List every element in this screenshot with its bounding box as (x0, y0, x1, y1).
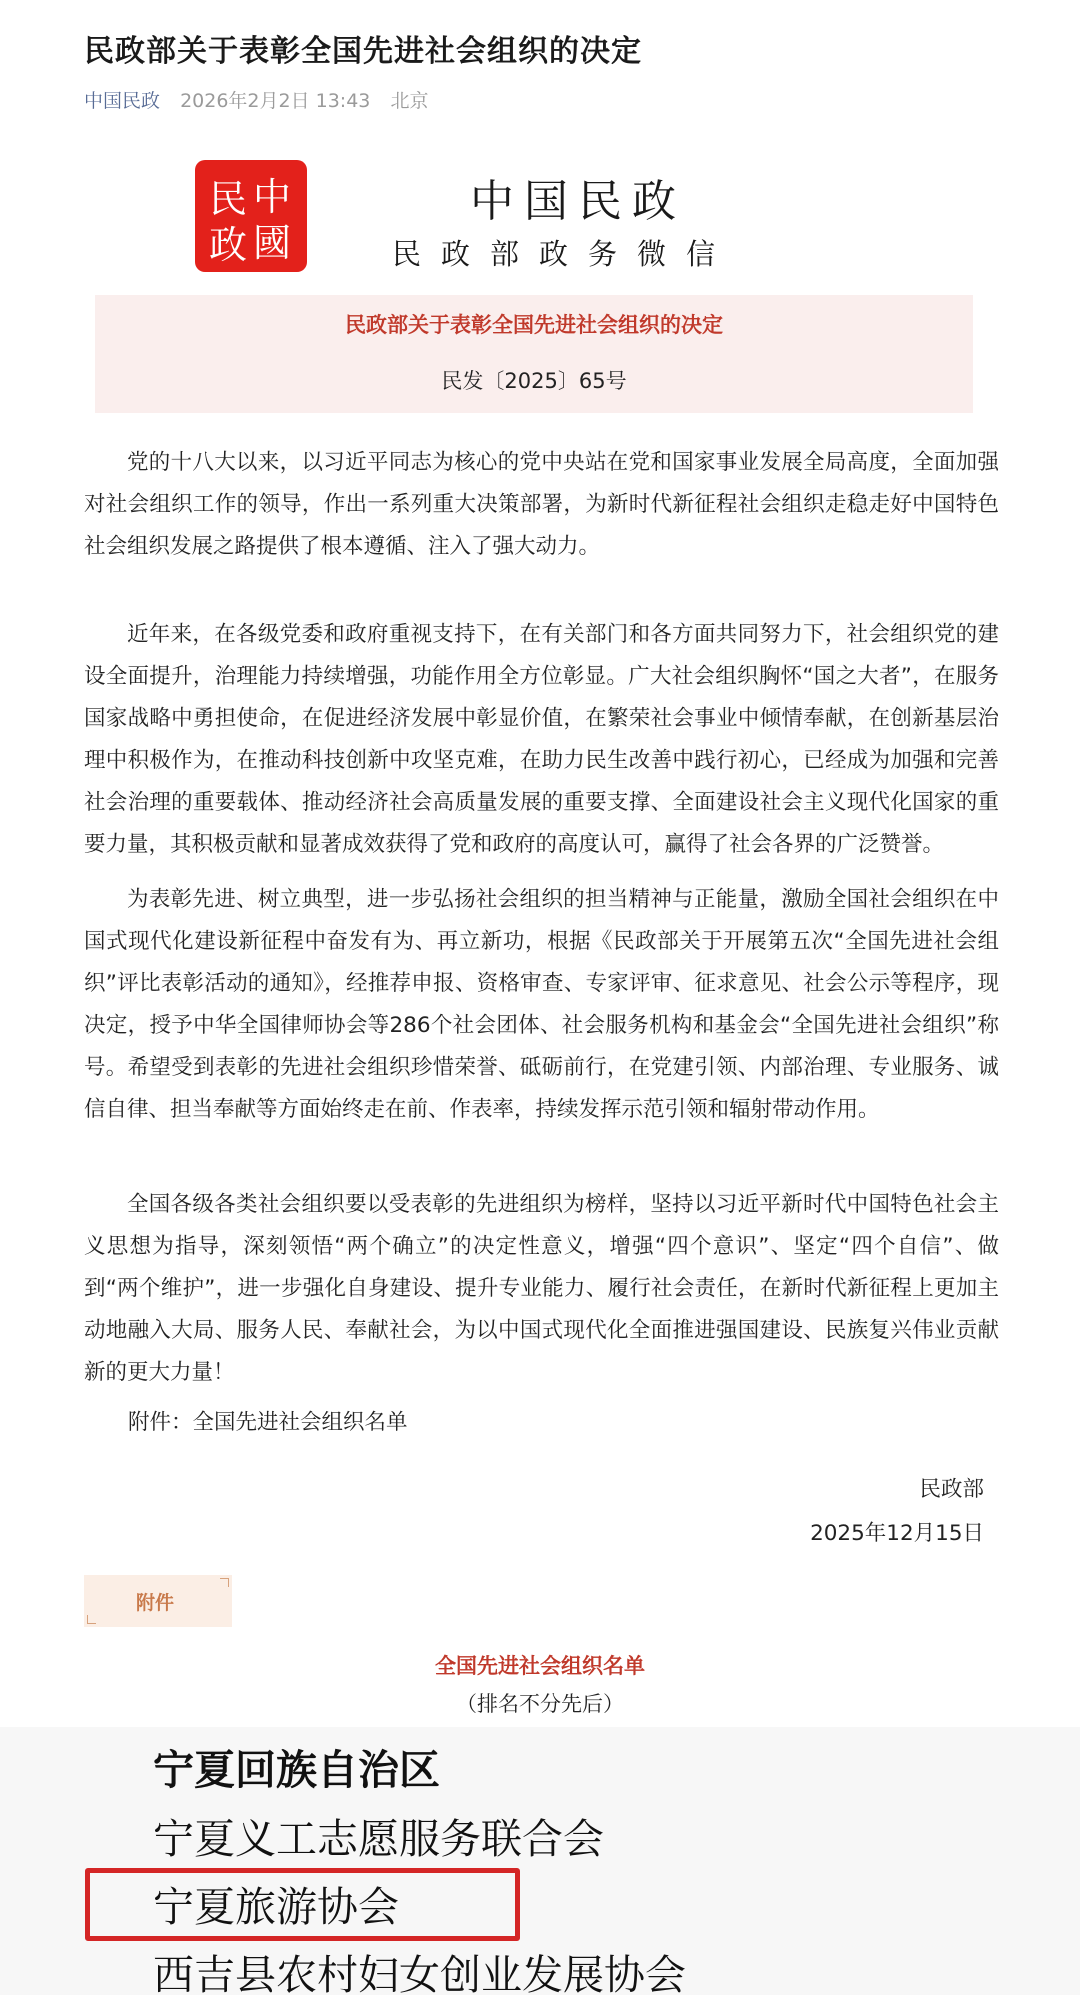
document-number: 民发〔2025〕65号 (441, 369, 627, 393)
source-account-link[interactable]: 中国民政 (84, 90, 161, 112)
corner-decoration-icon (220, 1578, 229, 1587)
corner-decoration-icon (87, 1615, 96, 1624)
article-meta (84, 86, 428, 113)
list-item: 宁夏义工志愿服务联合会 (153, 1815, 604, 1863)
decision-title: 民政部关于表彰全国先进社会组织的决定 (345, 313, 723, 337)
svg-text:民: 民 (209, 177, 248, 221)
attachment-tag (84, 1575, 232, 1627)
banner-subtitle: 民政部政务微信 (392, 237, 736, 271)
highlight-box (85, 1868, 520, 1941)
list-title: 全国先进社会组织名单 (435, 1654, 645, 1678)
region-heading: 宁夏回族自治区 (153, 1746, 440, 1794)
paragraph-2: 近年来，在各级党委和政府重视支持下，在有关部门和各方面共同努力下，社会组织党的建设全面提升，治理能力持续增强，功能作用全方位彰显。广大社会组织胸怀“国之大者”，在服务国家战略中勇担使命，在促进经济发展中彰显价值，在繁荣社会事业中倾情奉献，在创新基层治理中积极作为，在推动科技创新中攻坚克难，在助力民生改善中践行初心，已经成为加强和完善社会治理的重要载体、推动经济社会高质量发展的重要支撑、全面建设社会主义现代化国家的重要力量，其积极贡献和显著成效获得了党和政府的高度认可，赢得了社会各界的广泛赞誉。 (84, 622, 999, 857)
list-item: 西吉县农村妇女创业发展协会 (153, 1951, 686, 1999)
publish-time: 2026年2月2日 13:43 (180, 90, 371, 112)
svg-text:政: 政 (209, 223, 248, 267)
attachment-reference: 附件：全国先进社会组织名单 (128, 1410, 408, 1435)
attachment-tag-label: 附件 (136, 1592, 175, 1614)
article-title: 民政部关于表彰全国先进社会组织的决定 (84, 34, 642, 69)
list-note: （排名不分先后） (456, 1692, 624, 1716)
paragraph-3: 为表彰先进、树立典型，进一步弘扬社会组织的担当精神与正能量，激励全国社会组织在中国式现代化建设新征程中奋发有为、再立新功，根据《民政部关于开展第五次“全国先进社会组织”评比表彰活动的通知》，经推荐申报、资格审查、专家评审、征求意见、社会公示等程序，现决定，授予中华全国律师协会等286个社会团体、社会服务机构和基金会“全国先进社会组织”称号。希望受到表彰的先进社会组织珍惜荣誉、砥砺前行，在党建引领、内部治理、专业服务、诚信自律、担当奉献等方面始终走在前、作表率，持续发挥示范引领和辐射带动作用。 (84, 887, 999, 1122)
seal-glyph-art-icon (195, 160, 307, 272)
signature-date: 2025年12月15日 (810, 1521, 984, 1546)
decision-header-box (95, 295, 973, 413)
ministry-seal-logo (195, 160, 307, 272)
svg-text:中: 中 (253, 175, 292, 219)
svg-text:國: 國 (253, 221, 292, 265)
list-item: 宁夏旅游协会 (153, 1883, 399, 1931)
banner-account-name: 中国民政 (470, 176, 686, 227)
publish-location: 北京 (390, 90, 429, 112)
paragraph-4: 全国各级各类社会组织要以受表彰的先进组织为榜样，坚持以习近平新时代中国特色社会主义思想为指导，深刻领悟“两个确立”的决定性意义，增强“四个意识”、坚定“四个自信”、做到“两个维护”，进一步强化自身建设、提升专业能力、履行社会责任，在新时代新征程上更加主动地融入大局、服务人民、奉献社会，为以中国式现代化全面推进强国建设、民族复兴伟业贡献新的更大力量！ (84, 1192, 999, 1385)
signature-org: 民政部 (919, 1477, 984, 1502)
paragraph-1: 党的十八大以来，以习近平同志为核心的党中央站在党和国家事业发展全局高度，全面加强对社会组织工作的领导，作出一系列重大决策部署，为新时代新征程社会组织走稳走好中国特色社会组织发展之路提供了根本遵循、注入了强大动力。 (84, 450, 999, 559)
